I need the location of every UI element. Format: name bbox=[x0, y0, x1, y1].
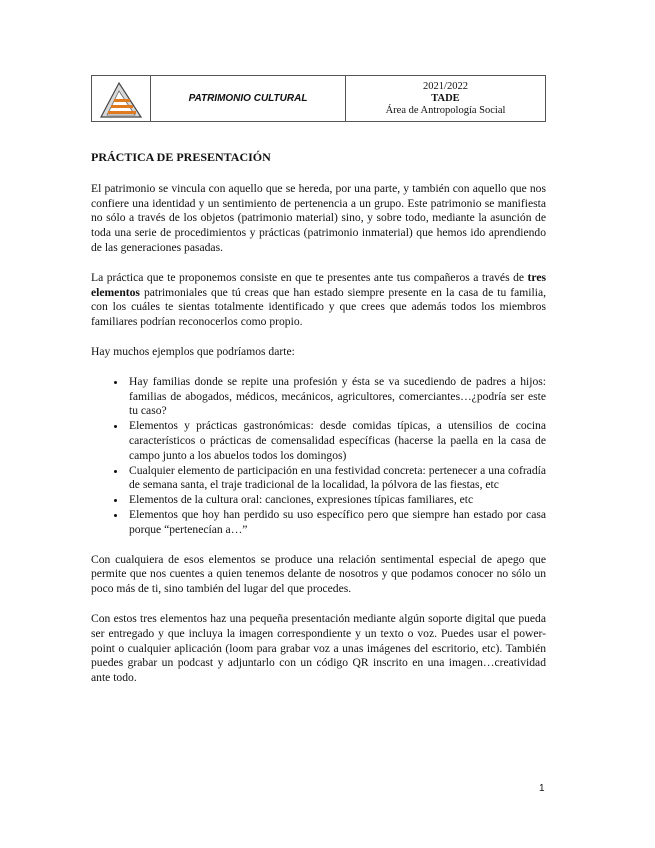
list-item: • Elementos de la cultura oral: canciones, expresiones típicas familiares, etc bbox=[127, 493, 546, 508]
paragraph-proposal: La práctica que te proponemos consiste en que te presentes ante tus compañeros a través de tres elementos patrimoniales que tú creas que han estado siempre presente en la casa de tu familia, con los cuáles te sientas totalmente identificado y que crees que además todos los miembros familiares podrían reconocerlos como propio. bbox=[91, 270, 546, 329]
course-info bbox=[346, 76, 545, 121]
bold-phrase: tres elementos bbox=[91, 270, 546, 299]
academic-year: 2021/2022 bbox=[423, 80, 468, 92]
header-table bbox=[91, 75, 546, 122]
paragraph-attachment: Con cualquiera de esos elementos se produce una relación sentimental especial de apego que permite que nos cuentes a quien tenemos delante de nosotros y que podamos conocer no sólo un poco más de ti, sino también del lugar del que procedes. bbox=[91, 552, 546, 596]
list-item: • Hay familias donde se repite una profesión y ésta se va sucediendo de padres a hijos: familias de abogados, médicos, mecánicos, agricultores, comerciantes…¿podría ser este tu caso? bbox=[127, 375, 546, 419]
university-logo-icon bbox=[97, 79, 145, 119]
list-item: • Elementos que hoy han perdido su uso específico pero que siempre han estado por casa porque “pertenecían a…” bbox=[127, 508, 546, 538]
paragraph-instructions: Con estos tres elementos haz una pequeña presentación mediante algún soporte digital que pueda ser entregado y que incluya la imagen correspondiente y un texto o voz. Puedes usar el power-point o cualquier aplicación (loom para grabar voz a unas imágenes del escritorio, etc). También puedes grabar un podcast y adjuntarlo con un código QR inscrito en una imagen…creatividad ante todo. bbox=[91, 611, 546, 685]
examples-list bbox=[91, 375, 546, 538]
program-name: TADE bbox=[431, 92, 460, 104]
department-area: Área de Antropología Social bbox=[385, 104, 506, 116]
paragraph-intro: El patrimonio se vincula con aquello que se hereda, por una parte, y también con aquello que nos confiere una identidad y un sentimiento de pertenencia a un grupo. Este patrimonio se manifiesta no sólo a través de los objetos (patrimonio material) sino, y sobre todo, mediante la asunción de toda una serie de procedimientos y prácticas (patrimonio inmaterial) que hemos ido aprendiendo de las generaciones pasadas. bbox=[91, 181, 546, 254]
list-item: • Cualquier elemento de participación en una festividad concreta: pertenecer a una cofradía de semana santa, el traje tradicional de la localidad, la pólvora de las fiestas, etc bbox=[127, 464, 546, 494]
page-number: 1 bbox=[539, 783, 545, 794]
paragraph-examples-lead: Hay muchos ejemplos que podríamos darte: bbox=[91, 344, 295, 358]
list-item: • Elementos y prácticas gastronómicas: desde comidas típicas, a utensilios de cocina característicos o prácticas de comensalidad específicas (hacerse la paella en la casa de campo junto a los abuelos todos los domingos) bbox=[127, 419, 546, 463]
course-name: PATRIMONIO CULTURAL bbox=[151, 76, 346, 121]
document-body bbox=[91, 150, 546, 701]
logo-cell bbox=[92, 76, 151, 121]
page-title: PRÁCTICA DE PRESENTACIÓN bbox=[91, 150, 271, 164]
